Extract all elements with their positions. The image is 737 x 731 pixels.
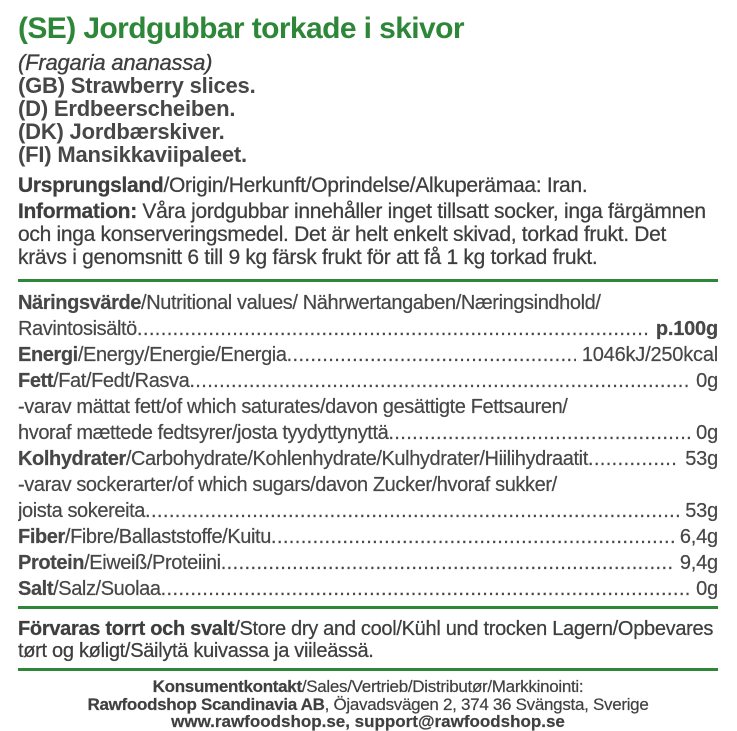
nutrient-value: 9,4g bbox=[679, 552, 718, 574]
nutrition-header-label: Näringsvärde bbox=[18, 292, 142, 314]
subrow-line2: joista sokereita bbox=[18, 500, 145, 522]
translation-line-dk: (DK) Jordbærskiver. bbox=[18, 119, 225, 144]
nutrient-translations: /Carbohydrate/Kohlenhydrate/Kulhydrater/Hiilihydraatit bbox=[125, 448, 588, 470]
storage-note bbox=[18, 618, 718, 662]
contact-rest: /Sales/Vertrieb/Distributør/Markkinointi: bbox=[301, 677, 584, 696]
storage-text: /Store dry and cool/Kühl und trocken Lagern/Opbevares tørt og køligt/Säilytä kuivassa ja viileässä. bbox=[18, 618, 714, 662]
translation-line-gb: (GB) Strawberry slices. bbox=[18, 73, 256, 98]
nutrient-value: 1046kJ/250kcal bbox=[581, 344, 718, 366]
nutrient-name: Energi bbox=[18, 344, 78, 366]
translation-line-d: (D) Erdbeerscheiben. bbox=[18, 96, 236, 121]
origin-line bbox=[18, 174, 718, 197]
nutrition-row-salt bbox=[18, 576, 718, 602]
origin-label: Ursprungsland bbox=[18, 174, 164, 197]
company-name: Rawfoodshop Scandinavia AB bbox=[87, 694, 325, 714]
dot-leader bbox=[161, 576, 691, 602]
nutrition-row-saturates bbox=[18, 394, 718, 446]
nutrition-row-protein bbox=[18, 550, 718, 576]
nutrient-translations: /Eiweiß/Proteiini bbox=[84, 552, 221, 574]
nutrient-translations: /Salz/Suolaa bbox=[53, 578, 161, 600]
origin-value: /Origin/Herkunft/Oprindelse/Alkuperämaa: Iran. bbox=[163, 174, 588, 197]
footer bbox=[18, 678, 718, 731]
nutrition-header-row bbox=[18, 290, 718, 342]
dot-leader bbox=[221, 550, 674, 576]
information-label: Information: bbox=[18, 200, 137, 223]
storage-label: Förvaras torrt och svalt bbox=[18, 618, 235, 640]
nutrition-header-line2: Ravintosisältö bbox=[18, 318, 137, 340]
subrow-line1: -varav mättat fett/of which saturates/davon gesättigte Fettsauren/ bbox=[18, 396, 568, 418]
dot-leader bbox=[189, 368, 690, 394]
dot-leader bbox=[588, 446, 679, 472]
nutrition-row-energy bbox=[18, 342, 718, 368]
nutrient-translations: /Fibre/Ballaststoffe/Kuitu bbox=[64, 526, 271, 548]
dot-leader bbox=[145, 498, 679, 524]
nutrient-name: Fett bbox=[18, 370, 54, 392]
latin-name: (Fragaria ananassa) bbox=[18, 50, 213, 75]
divider-line-middle bbox=[18, 606, 718, 609]
footer-address-line bbox=[18, 696, 718, 714]
nutrient-value: 0g bbox=[696, 422, 718, 444]
nutrient-translations: /Fat/Fedt/Rasva bbox=[53, 370, 190, 392]
company-address: , Öjavadsvägen 2, 374 36 Svängsta, Sverige bbox=[324, 694, 649, 714]
information-paragraph bbox=[18, 200, 718, 269]
nutrient-value: 6,4g bbox=[679, 526, 718, 548]
nutrient-value: 0g bbox=[696, 370, 718, 392]
translation-line-fi: (FI) Mansikkaviipaleet. bbox=[18, 142, 247, 167]
nutrition-header-translations: /Nutritional values/ Nährwertangaben/Næringsindhold/ bbox=[141, 292, 601, 314]
dot-leader bbox=[137, 316, 650, 342]
product-title: (SE) Jordgubbar torkade i skivor bbox=[18, 12, 464, 45]
divider-line-bottom bbox=[18, 668, 718, 671]
nutrient-translations: /Energy/Energie/Energia bbox=[77, 344, 287, 366]
nutrient-name: Protein bbox=[18, 552, 85, 574]
nutrition-row-sugars bbox=[18, 472, 718, 524]
nutrient-value: 53g bbox=[685, 448, 718, 470]
subrow-line1: -varav sockerarter/of which sugars/davon Zucker/hvoraf sukker/ bbox=[18, 474, 557, 496]
subrow-line2: hvoraf mættede fedtsyrer/josta tyydyttynyttä bbox=[18, 422, 389, 444]
contact-label: Konsumentkontakt bbox=[152, 677, 302, 696]
nutrition-row-fibre bbox=[18, 524, 718, 550]
nutrition-row-carbohydrate bbox=[18, 446, 718, 472]
nutrition-row-fat bbox=[18, 368, 718, 394]
nutrient-name: Fiber bbox=[18, 526, 65, 548]
nutrition-table bbox=[18, 282, 718, 602]
footer-contact-line bbox=[18, 678, 718, 696]
information-text: Våra jordgubbar innehåller inget tillsatt socker, inga färgämnen och inga konserveringsmedel. Det är helt enkelt skivad, torkad frukt. Det krävs i genomsnitt 6 till 9 kg färsk frukt för att få 1 kg torkad frukt. bbox=[18, 200, 706, 269]
dot-leader bbox=[388, 420, 690, 446]
nutrient-value: 53g bbox=[685, 500, 718, 522]
per-100g-value: p.100g bbox=[655, 318, 718, 340]
dot-leader bbox=[271, 524, 674, 550]
footer-web-line: www.rawfoodshop.se, support@rawfoodshop.se bbox=[171, 712, 565, 731]
nutrient-name: Salt bbox=[18, 578, 54, 600]
nutrient-name: Kolhydrater bbox=[18, 448, 126, 470]
nutrient-value: 0g bbox=[696, 578, 718, 600]
dot-leader bbox=[287, 342, 576, 368]
